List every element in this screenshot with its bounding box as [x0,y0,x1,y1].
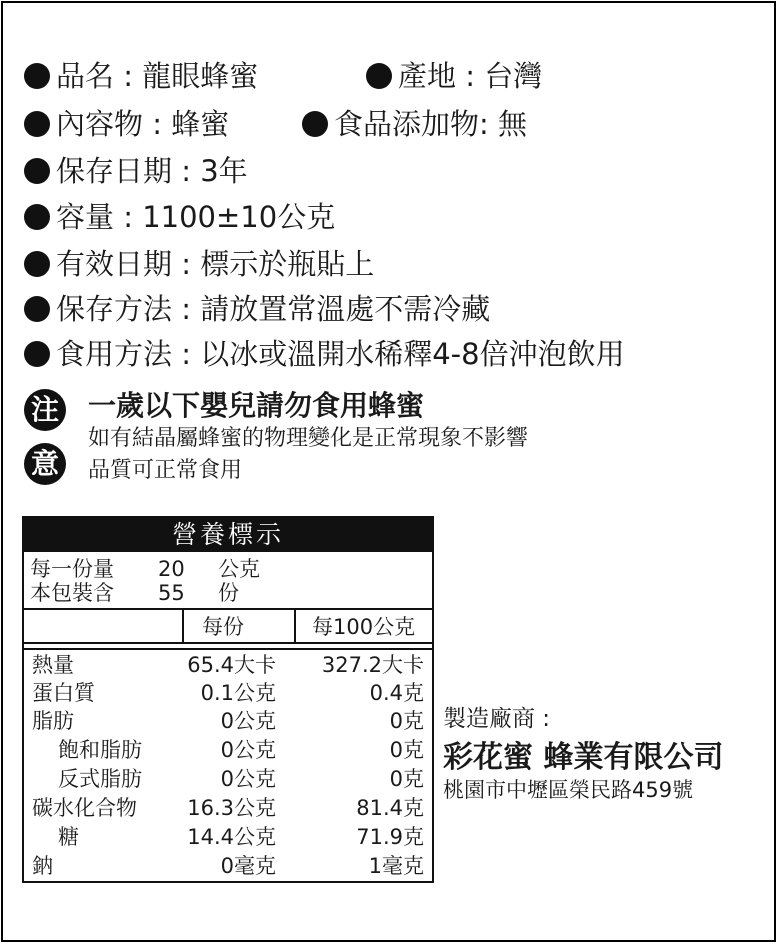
info-origin [366,58,542,94]
per-100g-value: 1毫克 [368,854,424,878]
servings-value: 55 [158,581,185,605]
info-product-name [24,58,258,94]
additives: 食品添加物: 無 [334,107,527,141]
table-row [24,735,432,765]
info-additives [302,106,527,142]
nutrient-name: 鈉 [32,854,53,878]
manufacturer-name: 彩花蜜 蜂業有限公司 [443,740,724,775]
per-100g-value: 0克 [389,709,424,733]
table-rule [24,608,432,610]
notice-headline: 一歲以下嬰兒請勿食用蜂蜜 [88,389,425,422]
per-100g-value: 327.2大卡 [321,653,424,677]
notice-badge-bottom: 意 [24,443,66,485]
bullet-icon [24,251,50,277]
per-100g-value: 0.4克 [369,681,424,705]
per-serving-value: 65.4大卡 [187,653,276,677]
per-serving-value: 0公克 [220,738,276,762]
per-serving-value: 0.1公克 [200,681,276,705]
nutrient-name: 糖 [58,825,79,849]
contents: 內容物 : 蜂蜜 [56,107,230,141]
table-row [24,793,432,823]
bullet-icon [24,63,50,89]
per-serving-value: 16.3公克 [187,796,276,820]
capacity: 容量 : 1100±10公克 [56,200,336,234]
shelf-life: 保存日期 : 3年 [56,154,248,188]
table-col-divider [294,608,296,642]
nutrient-name: 蛋白質 [32,681,95,705]
usage: 食用方法 : 以冰或溫開水稀釋4-8倍沖泡飲用 [56,337,625,371]
nutrient-name: 熱量 [32,653,74,677]
info-capacity [24,199,335,235]
table-row [24,706,432,736]
manufacturer-address: 桃園市中壢區榮民路459號 [443,778,694,802]
per-100g-value: 81.4克 [356,796,424,820]
nutrient-name: 飽和脂肪 [58,738,142,762]
per-100g-value: 0克 [389,767,424,791]
notice-line-2: 品質可正常食用 [88,458,243,483]
per-100g-value: 0克 [389,738,424,762]
notice-badge-top: 注 [24,389,66,431]
per-100g-value: 71.9克 [356,825,424,849]
bullet-icon [302,111,328,137]
serving-size-label: 每一份量 [30,557,114,581]
nutrient-name: 脂肪 [32,709,74,733]
servings-unit: 份 [218,581,239,605]
manufacturer-label: 製造廠商 : [443,706,551,732]
bullet-icon [24,111,50,137]
bullet-icon [24,341,50,367]
info-storage [24,291,490,327]
per-serving-value: 0公克 [220,709,276,733]
storage: 保存方法 : 請放置常溫處不需冷藏 [56,292,491,326]
table-col-divider [182,608,184,642]
expiry: 有效日期 : 標示於瓶貼上 [56,247,375,281]
col-per-100g: 每100公克 [312,615,416,639]
info-shelf-life [24,153,248,189]
info-usage [24,336,625,372]
nutrition-table [22,516,434,883]
table-row [24,851,432,881]
table-rule [24,642,432,644]
per-serving-value: 0毫克 [220,854,276,878]
notice-line-1: 如有結晶屬蜂蜜的物理變化是正常現象不影響 [88,426,529,451]
info-expiry [24,246,374,282]
origin: 產地 : 台灣 [398,59,543,93]
table-row [24,650,432,680]
serving-size-unit: 公克 [218,557,260,581]
bullet-icon [24,296,50,322]
table-row [24,822,432,852]
bullet-icon [366,63,392,89]
per-serving-value: 0公克 [220,767,276,791]
product-name: 品名 : 龍眼蜂蜜 [56,59,259,93]
info-contents [24,106,229,142]
bullet-icon [24,158,50,184]
nutrition-title: 營養標示 [24,518,432,552]
table-row [24,764,432,794]
nutrient-name: 反式脂肪 [58,767,142,791]
nutrient-name: 碳水化合物 [32,796,137,820]
serving-size-value: 20 [158,557,185,581]
per-serving-value: 14.4公克 [187,825,276,849]
servings-label: 本包裝含 [30,581,114,605]
col-per-serving: 每份 [202,615,244,639]
bullet-icon [24,204,50,230]
table-row [24,678,432,708]
